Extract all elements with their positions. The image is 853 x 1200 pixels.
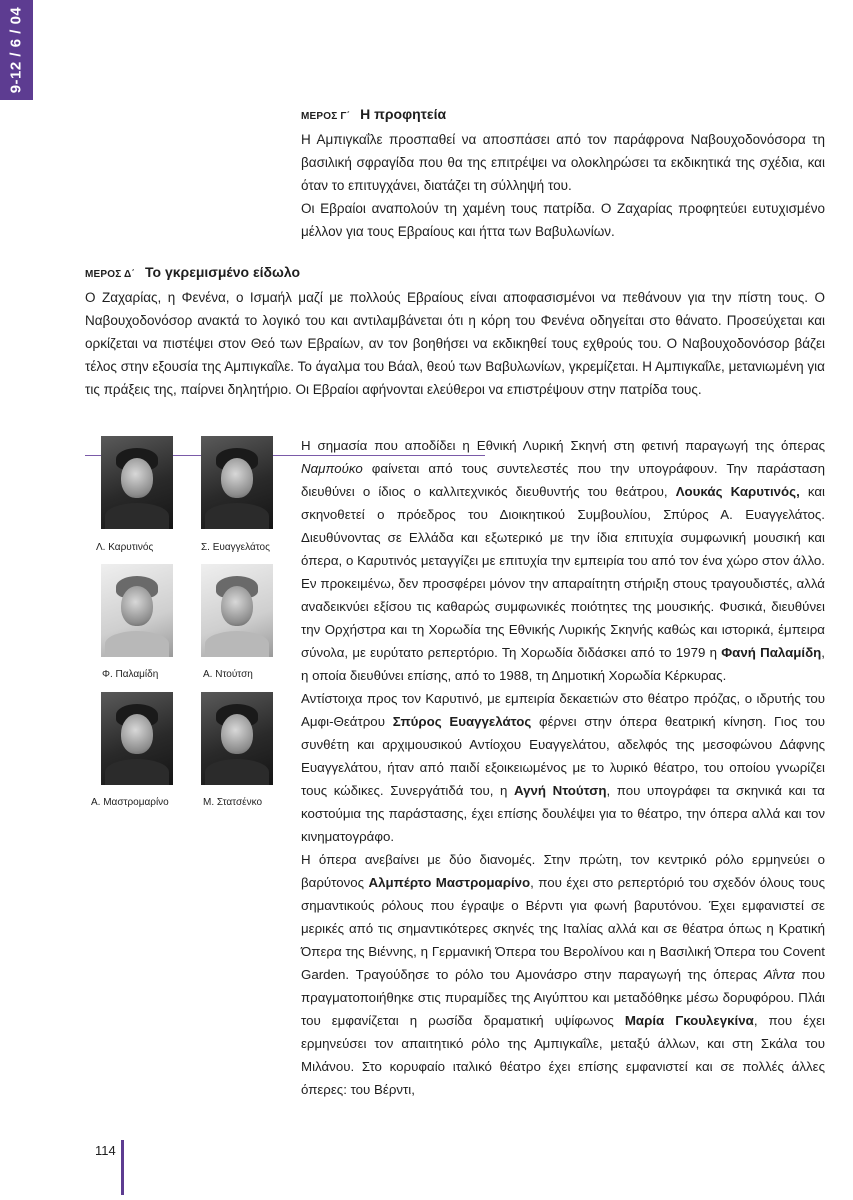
portrait-statsenko (201, 692, 273, 785)
section-d-heading (85, 264, 825, 286)
section-g-label: ΜΕΡΟΣ Γ΄ (301, 111, 351, 122)
section-d-title: Το γκρεμισμένο είδωλο (144, 264, 300, 280)
section-part-g (301, 106, 825, 243)
section-g-heading (301, 106, 825, 128)
issue-date-text: 9-12 / 6 / 04 (7, 6, 25, 94)
portrait-caption: Λ. Καρυτινός (96, 542, 154, 553)
portrait-gallery (85, 436, 285, 826)
section-g-paragraph-2: Οι Εβραίοι αναπολούν τη χαμένη τους πατρίδα. Ο Ζαχαρίας προφητεύει ευτυχισμένο μέλλον για τους Εβραίους και ήττα των Βαβυλωνίων. (301, 201, 825, 239)
portrait-evangelatos (201, 436, 273, 529)
article-paragraph-3: Η όπερα ανεβαίνει με δύο διανομές. Στην πρώτη, τον κεντρικό ρόλο ερμηνεύει ο βαρύτονος Αλμπέρτο Μαστρομαρίνο, που έχει στο ρεπερτόριό του σχεδόν όλους τους σημαντικούς ρόλους που έγραψε ο Βέρντι για φωνή βαρυτόνου. Έχει εμφανιστεί σε μερικές από τις σημαντικότερες σκηνές της Ιταλίας αλλά και σε θέατρα όπως η Κρατική Όπερα της Βιέννης, η Γερμανική Όπερα του Βερολίνου και η Βασιλική Όπερα του Covent Garden. Τραγούδησε το ρόλο του Αμονάσρο στην παραγωγή της όπερας Αΐντα που πραγματοποιήθηκε στις πυραμίδες της Αιγύπτου και μεταδόθηκε μέσω δορυφόρου. Πλάι του εμφανίζεται η ρωσίδα δραματική υψίφωνος Μαρία Γκουλεγκίνα, που έχει ερμηνεύσει τον απαιτητικό ρόλο της Αμπιγκαΐλε, μεταξύ άλλων, και στη Σκάλα του Μιλάνου. Στο κορυφαίο ιταλικό θέατρο έχει επίσης εμφανιστεί και σε πολλές άλλες όπερες: του Βέρντι, (301, 852, 825, 1097)
portrait-karytinos (101, 436, 173, 529)
issue-date-tab (0, 0, 33, 100)
portrait-caption: Φ. Παλαμίδη (102, 669, 159, 680)
section-g-paragraph: Η Αμπιγκαΐλε προσπαθεί να αποσπάσει από τον παράφρονα Ναβουχοδονόσορα τη βασιλική σφραγίδα που θα της επιτρέψει να ολοκληρώσει τα εκδικητικά της σχέδια, και όταν το επιτυγχάνει, διατάζει τη σύλληψή του. (301, 132, 825, 193)
portrait-caption: Σ. Ευαγγελάτος (201, 542, 270, 553)
portrait-mastromarino (101, 692, 173, 785)
section-d-label: ΜΕΡΟΣ Δ΄ (85, 269, 135, 280)
article-paragraph-1: Η σημασία που αποδίδει η Εθνική Λυρική Σκηνή στη φετινή παραγωγή της όπερας Ναμπούκο φαίνεται από τους συντελεστές που την υπογράφουν. Την παράσταση διευθύνει ο ίδιος ο καλλιτεχνικός διευθυντής του θεάτρου, Λουκάς Καρυτινός, και σκηνοθετεί ο πρόεδρος του Διοικητικού Συμβουλίου, Σπύρος Α. Ευαγγελάτος. Διευθύνοντας σε Ελλάδα και εξωτερικό με την ίδια επιτυχία συμφωνική μουσική και όπερα, ο Καρυτινός μεταγγίζει με επιτυχία την εμπειρία του από τον ένα χώρο στον άλλο. Εν προκειμένω, δεν προσφέρει μόνον την απαραίτητη στήριξη στους τραγουδιστές, αλλά αναδεικνύει εξίσου τις καθαρώς συμφωνικές ποιότητες της μουσικής. Φυσικά, διευθύνει την Ορχήστρα και τη Χορωδία της Εθνικής Λυρικής Σκηνής καθώς και ιστορικά, έμπειρα σύνολα, με ευρύτατο ρεπερτόριο. Τη Χορωδία διδάσκει από το 1979 η Φανή Παλαμίδη, η οποία διευθύνει επίσης, από το 1988, τη Δημοτική Χορωδία Κέρκυρας. (301, 438, 825, 683)
article-paragraph-2: Αντίστοιχα προς τον Καρυτινό, με εμπειρία δεκαετιών στο θέατρο πρόζας, ο ιδρυτής του Αμφι-Θεάτρου Σπύρος Ευαγγελάτος φέρνει στην όπερα θεατρική κίνηση. Γιος του συνθέτη και αρχιμουσικού Αντίοχου Ευαγγελάτου, αδελφός της μεσοφώνου Δάφνης Ευαγγελάτου, ήταν από παιδί εξοικειωμένος με το λυρικό θέατρο, του οποίου γνωρίζει τους κώδικες. Συνεργάτιδά του, η Αγνή Ντούτση, που υπογράφει τα σκηνικά και τα κοστούμια της παράστασης, έχει επίσης δουλέψει για το θέατρο, την όπερα αλλά και τον κινηματογράφο. (301, 691, 825, 844)
section-g-title: Η προφητεία (360, 106, 447, 122)
article-body (301, 434, 825, 1101)
page-number: 114 (95, 1143, 116, 1158)
portrait-ntoutsi (201, 564, 273, 657)
portrait-palamidi (101, 564, 173, 657)
portrait-caption: Μ. Στατσένκο (203, 797, 263, 808)
page-number-bar (121, 1140, 124, 1195)
section-part-d (85, 264, 825, 401)
section-d-paragraph: Ο Ζαχαρίας, η Φενένα, ο Ισμαήλ μαζί με πολλούς Εβραίους είναι αποφασισμένοι να πεθάνουν για την πίστη τους. Ο Ναβουχοδονόσορ ανακτά το λογικό του και αντιλαμβάνεται ότι η κόρη του Φενένα οδηγείται στο θάνατο. Προσεύχεται και ορκίζεται να πιστέψει στον Θεό των Εβραίων, αν τον βοηθήσει να εκδικηθεί τους εχθρούς του. Ο Ναβουχοδονόσορ βάζει τέλος στην εξουσία της Αμπιγκαΐλε. Το άγαλμα του Βάαλ, θεού των Βαβυλωνίων, γκρεμίζεται. Η Αμπιγκαΐλε, μετανιωμένη για τις πράξεις της, παίρνει δηλητήριο. Οι Εβραίοι αφήνονται ελεύθεροι να επιστρέψουν στην πατρίδα τους. (85, 290, 825, 397)
portrait-caption: Α. Ντούτση (203, 669, 253, 680)
portrait-caption: Α. Μαστρομαρίνο (91, 797, 169, 808)
